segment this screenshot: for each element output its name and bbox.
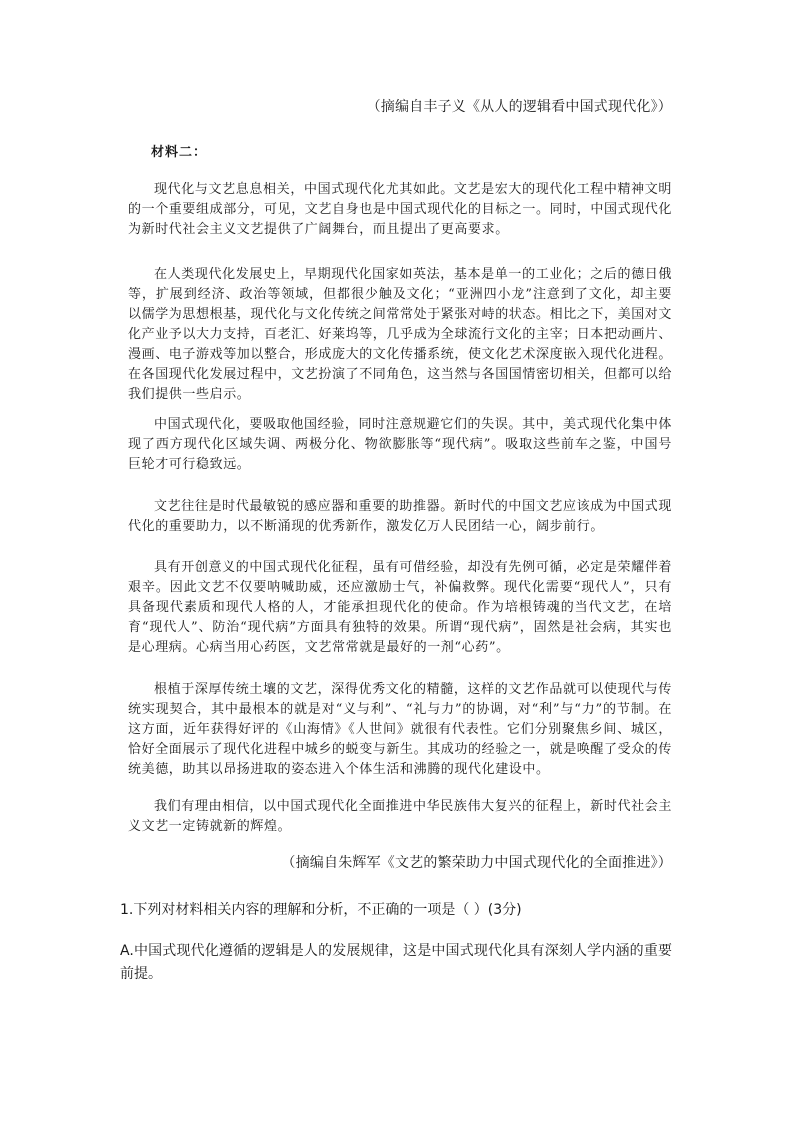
material-paragraph-1: 现代化与文艺息息相关，中国式现代化尤其如此。文艺是宏大的现代化工程中精神文明的一个重要组成部分，可见，文艺自身也是中国式现代化的目标之一。同时，中国式现代化为新时代社会主义文艺提供了广阔舞台，而且提出了更高要求。 (128, 182, 673, 237)
material-paragraph-5: 具有开创意义的中国式现代化征程，虽有可借经验，却没有先例可循，必定是荣耀伴着艰辛。因此文艺不仅要呐喊助威，还应激励士气，补偏救弊。现代化需要“现代人”，只有具备现代素质和现代人格的人，才能承担现代化的使命。作为培根铸魂的当代文艺，在培育“现代人”、防治“现代病”方面具有独特的效果。所谓“现代病”，固然是社会病，其实也是心理病。心病当用心药医，文艺常常就是最好的一剂“心药”。 (128, 560, 672, 655)
material-paragraph-3: 中国式现代化，要吸取他国经验，同时注意规避它们的失误。其中，美式现代化集中体现了西方现代化区域失调、两极分化、物欲膨胀等“现代病”。吸取这些前车之鉴，中国号巨轮才可行稳致远。 (128, 417, 672, 472)
question-option-a: A.中国式现代化遵循的逻辑是人的发展规律，这是中国式现代化具有深刻人学内涵的重要前提。 (120, 943, 672, 982)
question-stem: 1.下列对材料相关内容的理解和分析，不正确的一项是（ ）(3分) (120, 902, 522, 918)
material-heading: 材料二： (151, 145, 208, 160)
source-citation-1: （摘编自丰子义《从人的逻辑看中国式现代化》） (366, 99, 672, 115)
material-paragraph-4: 文艺往往是时代最敏锐的感应器和重要的助推器。新时代的中国文艺应该成为中国式现代化的重要助力，以不断涌现的优秀新作，激发亿万人民团结一心，阔步前行。 (128, 499, 672, 534)
source-citation-2: （摘编自朱辉军《文艺的繁荣助力中国式现代化的全面推进》） (281, 855, 672, 871)
material-paragraph-7: 我们有理由相信，以中国式现代化全面推进中华民族伟大复兴的征程上，新时代社会主义文艺一定铸就新的辉煌。 (128, 799, 672, 834)
material-paragraph-2: 在人类现代化发展史上，早期现代化国家如英法，基本是单一的工业化；之后的德日俄等，扩展到经济、政治等领域，但都很少触及文化；“亚洲四小龙”注意到了文化，却主要以儒学为思想根基，现代化与文化传统之间常常处于紧张对峙的状态。相比之下，美国对文化产业予以大力支持，百老汇、好莱坞等，几乎成为全球流行文化的主宰；日本把动画片、漫画、电子游戏等加以整合，形成庞大的文化传播系统，使文化艺术深度嵌入现代化进程。在各国现代化发展过程中，文艺扮演了不同角色，这当然与各国国情密切相关，但都可以给我们提供一些启示。 (128, 267, 673, 402)
material-paragraph-6: 根植于深厚传统土壤的文艺，深得优秀文化的精髓，这样的文艺作品就可以使现代与传统实现契合，其中最根本的就是对“义与利”、“礼与力”的协调，对“利”与“力”的节制。在这方面，近年获得好评的《山海情》《人世间》就很有代表性。它们分别聚焦乡间、城区，恰好全面展示了现代化进程中城乡的蜕变与新生。其成功的经验之一，就是唤醒了受众的传统美德，助其以昂扬进取的姿态进入个体生活和沸腾的现代化建设中。 (128, 682, 673, 777)
